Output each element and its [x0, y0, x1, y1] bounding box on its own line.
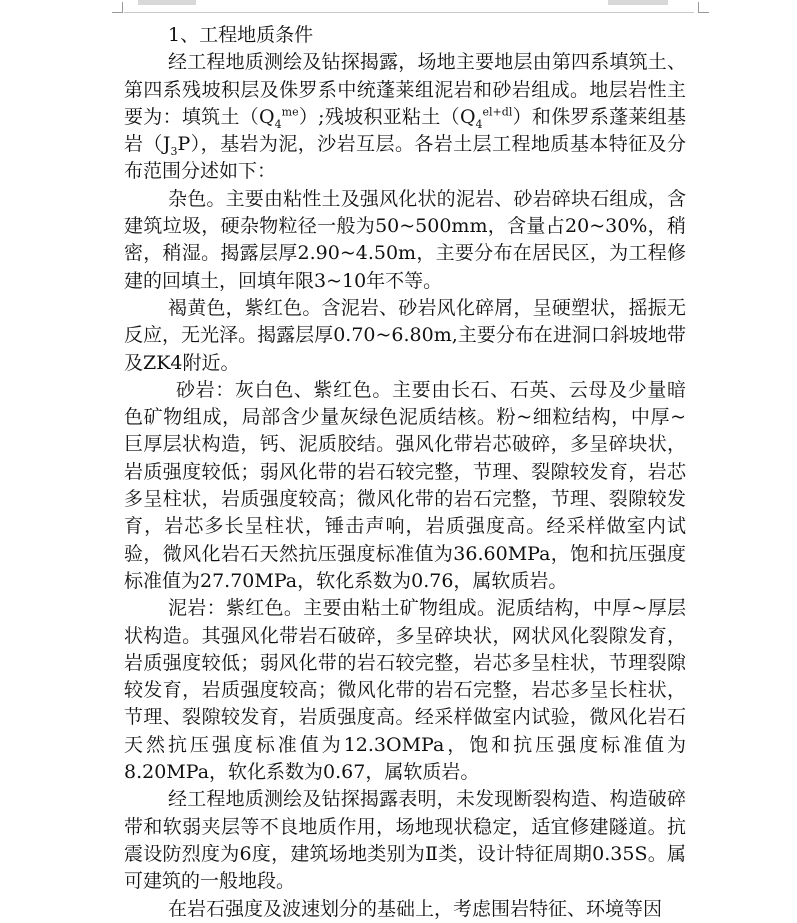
page-top-rule — [124, 12, 694, 13]
document-body — [124, 22, 686, 923]
header-fragment-left — [138, 0, 196, 5]
paragraph-fill-soil: 杂色。主要由粘性土及强风化状的泥岩、砂岩碎块石组成，含建筑垃圾，硬杂物粒径一般为50~500mm，含量占20~30%，稍密，稍湿。揭露层厚2.90~4.50m，主要分布在居民区，为工程修建的回填土，回填年限3~10年不等。 — [124, 187, 686, 292]
header-fragment-right — [608, 0, 668, 5]
section-title: 1、工程地质条件 — [168, 24, 314, 46]
corner-mark-right — [698, 2, 709, 13]
paragraph-residual-clay: 褐黄色，紫红色。含泥岩、砂岩风化碎屑，呈硬塑状，摇振无反应，无光泽。揭露层厚0.70~6.80m,主要分布在进洞口斜坡地带及ZK4附近。 — [124, 296, 686, 374]
paragraph-mudstone: 泥岩：紫红色。主要由粘土矿物组成。泥质结构，中厚~厚层状构造。其强风化带岩石破碎，多呈碎块状，网状风化裂隙发育，岩质强度较低；弱风化带的岩石较完整，岩芯多呈柱状，节理裂隙较发育，岩质强度较高；微风化带的岩石完整，岩芯多呈长柱状，节理、裂隙较发育，岩质强度高。经采样做室内试验，微风化岩石天然抗压强度标准值为12.3OMPa，饱和抗压强度标准值为8.20MPa，软化系数为0.67，属软质岩。 — [124, 597, 686, 784]
paragraph-rock-classification: 在岩石强度及波速划分的基础上，考虑围岩特征、环境等因 — [168, 897, 663, 920]
paragraph-sandstone: 砂岩：灰白色、紫红色。主要由长石、石英、云母及少量暗色矿物组成，局部含少量灰绿色泥质结核。粉~细粒结构，中厚~巨厚层状构造，钙、泥质胶结。强风化带岩芯破碎，多呈碎块状，岩质强度较低；弱风化带的岩石较完整，节理、裂隙较发育，岩芯多呈柱状，岩质强度较高；微风化带的岩石完整，节理、裂隙较发育，岩芯多长呈柱状，锤击声响，岩质强度高。经采样做室内试验，微风化岩石天然抗压强度标准值为36.60MPa，饱和抗压强度标准值为27.70MPa，软化系数为0.76，属软质岩。 — [124, 378, 686, 592]
corner-mark-left — [112, 2, 123, 13]
paragraph-conclusion: 经工程地质测绘及钻探揭露表明，未发现断裂构造、构造破碎带和软弱夹层等不良地质作用，场地现状稳定，适宜修建隧道。抗震设防烈度为6度，建筑场地类别为Ⅱ类，设计特征周期0.35S。属可建筑的一般地段。 — [124, 788, 686, 893]
paragraph-overview: 经工程地质测绘及钻探揭露，场地主要地层由第四系填筑土、第四系残坡积层及侏罗系中统蓬莱组泥岩和砂岩组成。地层岩性主要为：填筑土$(Q_4^{me})$;残坡积亚粘土$(Q_4^{el+dl})$和侏罗系蓬莱组基岩$(J_3P)$，基岩为泥，沙岩互层。各岩土层工程地质基本特征及分布范围分述如下： — [124, 51, 686, 183]
